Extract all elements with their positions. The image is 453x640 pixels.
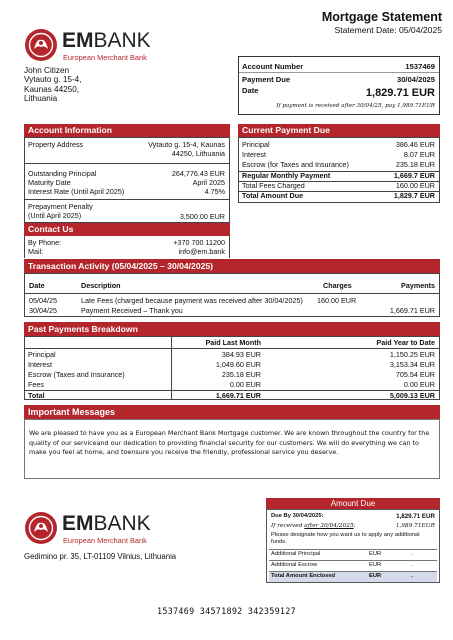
customer-name: John Citizen — [24, 66, 70, 75]
mail-value[interactable]: info@em.bank — [178, 247, 225, 256]
payment-row-value: 235.18 EUR — [395, 160, 435, 169]
breakdown-last: 0.00 EUR — [229, 380, 261, 389]
messages-heading: Important Messages — [24, 405, 440, 419]
brand-bank: BANK — [93, 29, 151, 52]
breakdown-ytd: 1,150.25 EUR — [389, 350, 435, 359]
total-enclosed-currency: EUR — [369, 573, 382, 579]
prepayment-penalty-period: (Until April 2025) — [28, 211, 82, 220]
total-enclosed-label: Total Amount Enclosed — [271, 573, 336, 579]
coupon-box — [266, 509, 440, 583]
bank-emblem-icon — [24, 511, 58, 545]
payment-due-label: Payment Due — [242, 75, 291, 84]
summary-box — [238, 56, 440, 115]
messages-body: We are pleased to have you as a European Merchant Bank Mortgage customer. We are known throughout the country for the quality of our serviceand our dedication to providing financial security for our customers. We will do everything we can to make you feel at home, and toensure you receive the friendly, professional service you deserve. — [29, 429, 430, 456]
bank-address: Gedimino pr. 35, LT-01109 Vilnius, Lithuania — [24, 552, 177, 561]
prepayment-penalty-label: Prepayment Penalty — [28, 202, 93, 211]
payment-row — [239, 181, 439, 191]
payment-row-value: 160.00 EUR — [395, 181, 435, 190]
payment-row-value: 1,669.7 EUR — [393, 171, 435, 180]
brand-tagline: European Merchant Bank — [63, 536, 147, 545]
property-address-line1: Vytauto g. 15-4, Kaunas — [148, 140, 225, 149]
mail-label: Mail: — [28, 247, 44, 256]
interest-rate-label: Interest Rate (Until April 2025) — [28, 187, 125, 196]
current-payment-heading: Current Payment Due — [238, 124, 440, 137]
payment-row — [239, 140, 439, 150]
col-paid-year-to-date: Paid Year to Date — [376, 338, 435, 347]
property-address-line2: 44250, Lithuania — [171, 149, 225, 158]
customer-street: Vytauto g. 15-4, — [24, 75, 82, 85]
late-payment-note: If payment is received after 30/04/25, pay 1,989.71EUR — [276, 103, 435, 109]
past-payments-box — [24, 336, 440, 400]
payment-row-value: 8.07 EUR — [403, 150, 435, 159]
statement-title: Mortgage Statement — [321, 10, 442, 24]
brand-tagline: European Merchant Bank — [63, 53, 147, 62]
payment-row-regular — [239, 171, 439, 181]
payment-row-label: Principal — [242, 140, 270, 149]
additional-principal-currency: EUR — [369, 551, 382, 557]
payment-row-value: 1,829.7 EUR — [393, 191, 435, 200]
txn-date: 05/04/25 — [29, 296, 57, 305]
coupon-due-value: 1,829.71 EUR — [396, 513, 435, 520]
customer-city: Kaunas 44250, — [24, 84, 80, 94]
past-payments-heading: Past Payments Breakdown — [24, 322, 440, 336]
brand-em: EM — [62, 29, 94, 52]
txn-description: Late Fees (charged because payment was received after 30/04/2025) — [81, 296, 303, 305]
interest-rate-value: 4.75% — [204, 187, 225, 196]
additional-escrow-currency: EUR — [369, 562, 382, 568]
breakdown-label: Fees — [28, 380, 44, 389]
phone-value[interactable]: +370 700 11200 — [173, 238, 225, 247]
breakdown-last: 235.18 EUR — [221, 370, 261, 379]
maturity-date-value: April 2025 — [192, 178, 225, 187]
current-payment-box — [238, 137, 440, 203]
payment-row-value: 386.46 EUR — [395, 140, 435, 149]
breakdown-label: Total — [28, 391, 45, 400]
phone-label: By Phone: — [28, 238, 62, 247]
col-payments: Payments — [401, 281, 435, 290]
coupon-due-label: Due By 30/04/2025: — [271, 513, 324, 519]
additional-principal-input[interactable]: . — [411, 551, 413, 557]
coupon-late-value: 1,989.71EUR — [395, 523, 435, 529]
col-paid-last-month: Paid Last Month — [205, 338, 261, 347]
payment-row-label: Total Amount Due — [242, 191, 304, 200]
col-date: Date — [29, 281, 45, 290]
additional-principal-label: Additional Principal — [271, 551, 321, 557]
bank-emblem-icon — [24, 28, 58, 62]
bank-logo-footer — [24, 511, 174, 547]
outstanding-principal-value: 264,776.43 EUR — [171, 169, 225, 178]
amount-due: 1,829.71 EUR — [365, 87, 435, 99]
brand-bank: BANK — [93, 512, 151, 535]
bank-logo — [24, 28, 174, 64]
account-info-heading: Account Information — [24, 124, 230, 137]
payment-row-total — [239, 191, 439, 201]
payment-row-label: Escrow (for Taxes and Insurance) — [242, 160, 349, 169]
breakdown-label: Interest — [28, 360, 52, 369]
payment-due-date: 30/04/2025 — [396, 75, 435, 84]
contact-box — [24, 236, 230, 258]
additional-escrow-input[interactable]: . — [411, 562, 413, 568]
account-number-label: Account Number — [242, 62, 304, 71]
col-charges: Charges — [323, 281, 352, 290]
breakdown-last: 1,049.60 EUR — [215, 360, 261, 369]
payment-row-label: Interest — [242, 150, 266, 159]
txn-description: Payment Received – Thank you — [81, 306, 183, 315]
coupon-late-label-post: : — [353, 523, 356, 529]
col-description: Description — [81, 281, 121, 290]
maturity-date-label: Maturity Date — [28, 178, 71, 187]
account-number: 1537469 — [405, 62, 435, 71]
outstanding-principal-label: Outstanding Principal — [28, 169, 97, 178]
ocr-code-line: 1537469 34571892 342359127 — [157, 606, 296, 616]
additional-escrow-label: Additional Escrow — [271, 562, 318, 568]
txn-charges: 160.00 EUR — [317, 296, 357, 305]
date-label: Date — [242, 86, 259, 95]
breakdown-ytd: 0.00 EUR — [403, 380, 435, 389]
transactions-heading: Transaction Activity (05/04/2025 – 30/04/2025) — [24, 259, 440, 273]
statement-date: Statement Date: 05/04/2025 — [334, 25, 442, 35]
property-address-label: Property Address — [28, 140, 84, 149]
brand-em: EM — [62, 512, 94, 535]
payment-row-label: Regular Monthly Payment — [242, 171, 331, 180]
breakdown-ytd: 3,153.34 EUR — [389, 360, 435, 369]
breakdown-last: 384.93 EUR — [221, 350, 261, 359]
account-info-box — [24, 137, 230, 223]
transactions-box — [24, 273, 440, 317]
payment-row — [239, 150, 439, 160]
coupon-late-label-pre: If received — [271, 523, 305, 529]
customer-address — [24, 66, 82, 103]
customer-country: Lithuania — [24, 93, 58, 103]
payment-row — [239, 160, 439, 170]
prepayment-penalty-value: 3,500.00 EUR — [179, 212, 225, 221]
payment-row-label: Total Fees Charged — [242, 181, 305, 190]
breakdown-label: Escrow (Taxes and Insurance) — [28, 370, 125, 379]
coupon-instruction: Please designate how you want us to apply any additional funds. — [271, 532, 420, 546]
breakdown-label: Principal — [28, 350, 56, 359]
breakdown-last: 1,669.71 EUR — [215, 391, 261, 400]
txn-payments: 1,669.71 EUR — [389, 306, 435, 315]
breakdown-ytd: 5,009.13 EUR — [389, 391, 435, 400]
txn-date: 30/04/25 — [29, 306, 57, 315]
total-enclosed-input[interactable]: . — [411, 573, 413, 579]
breakdown-ytd: 705.54 EUR — [395, 370, 435, 379]
contact-heading: Contact Us — [24, 223, 230, 236]
coupon-late-label-date: after 30/04/2025 — [304, 523, 354, 529]
coupon-heading: Amount Due — [266, 498, 440, 509]
messages-box — [24, 419, 440, 479]
